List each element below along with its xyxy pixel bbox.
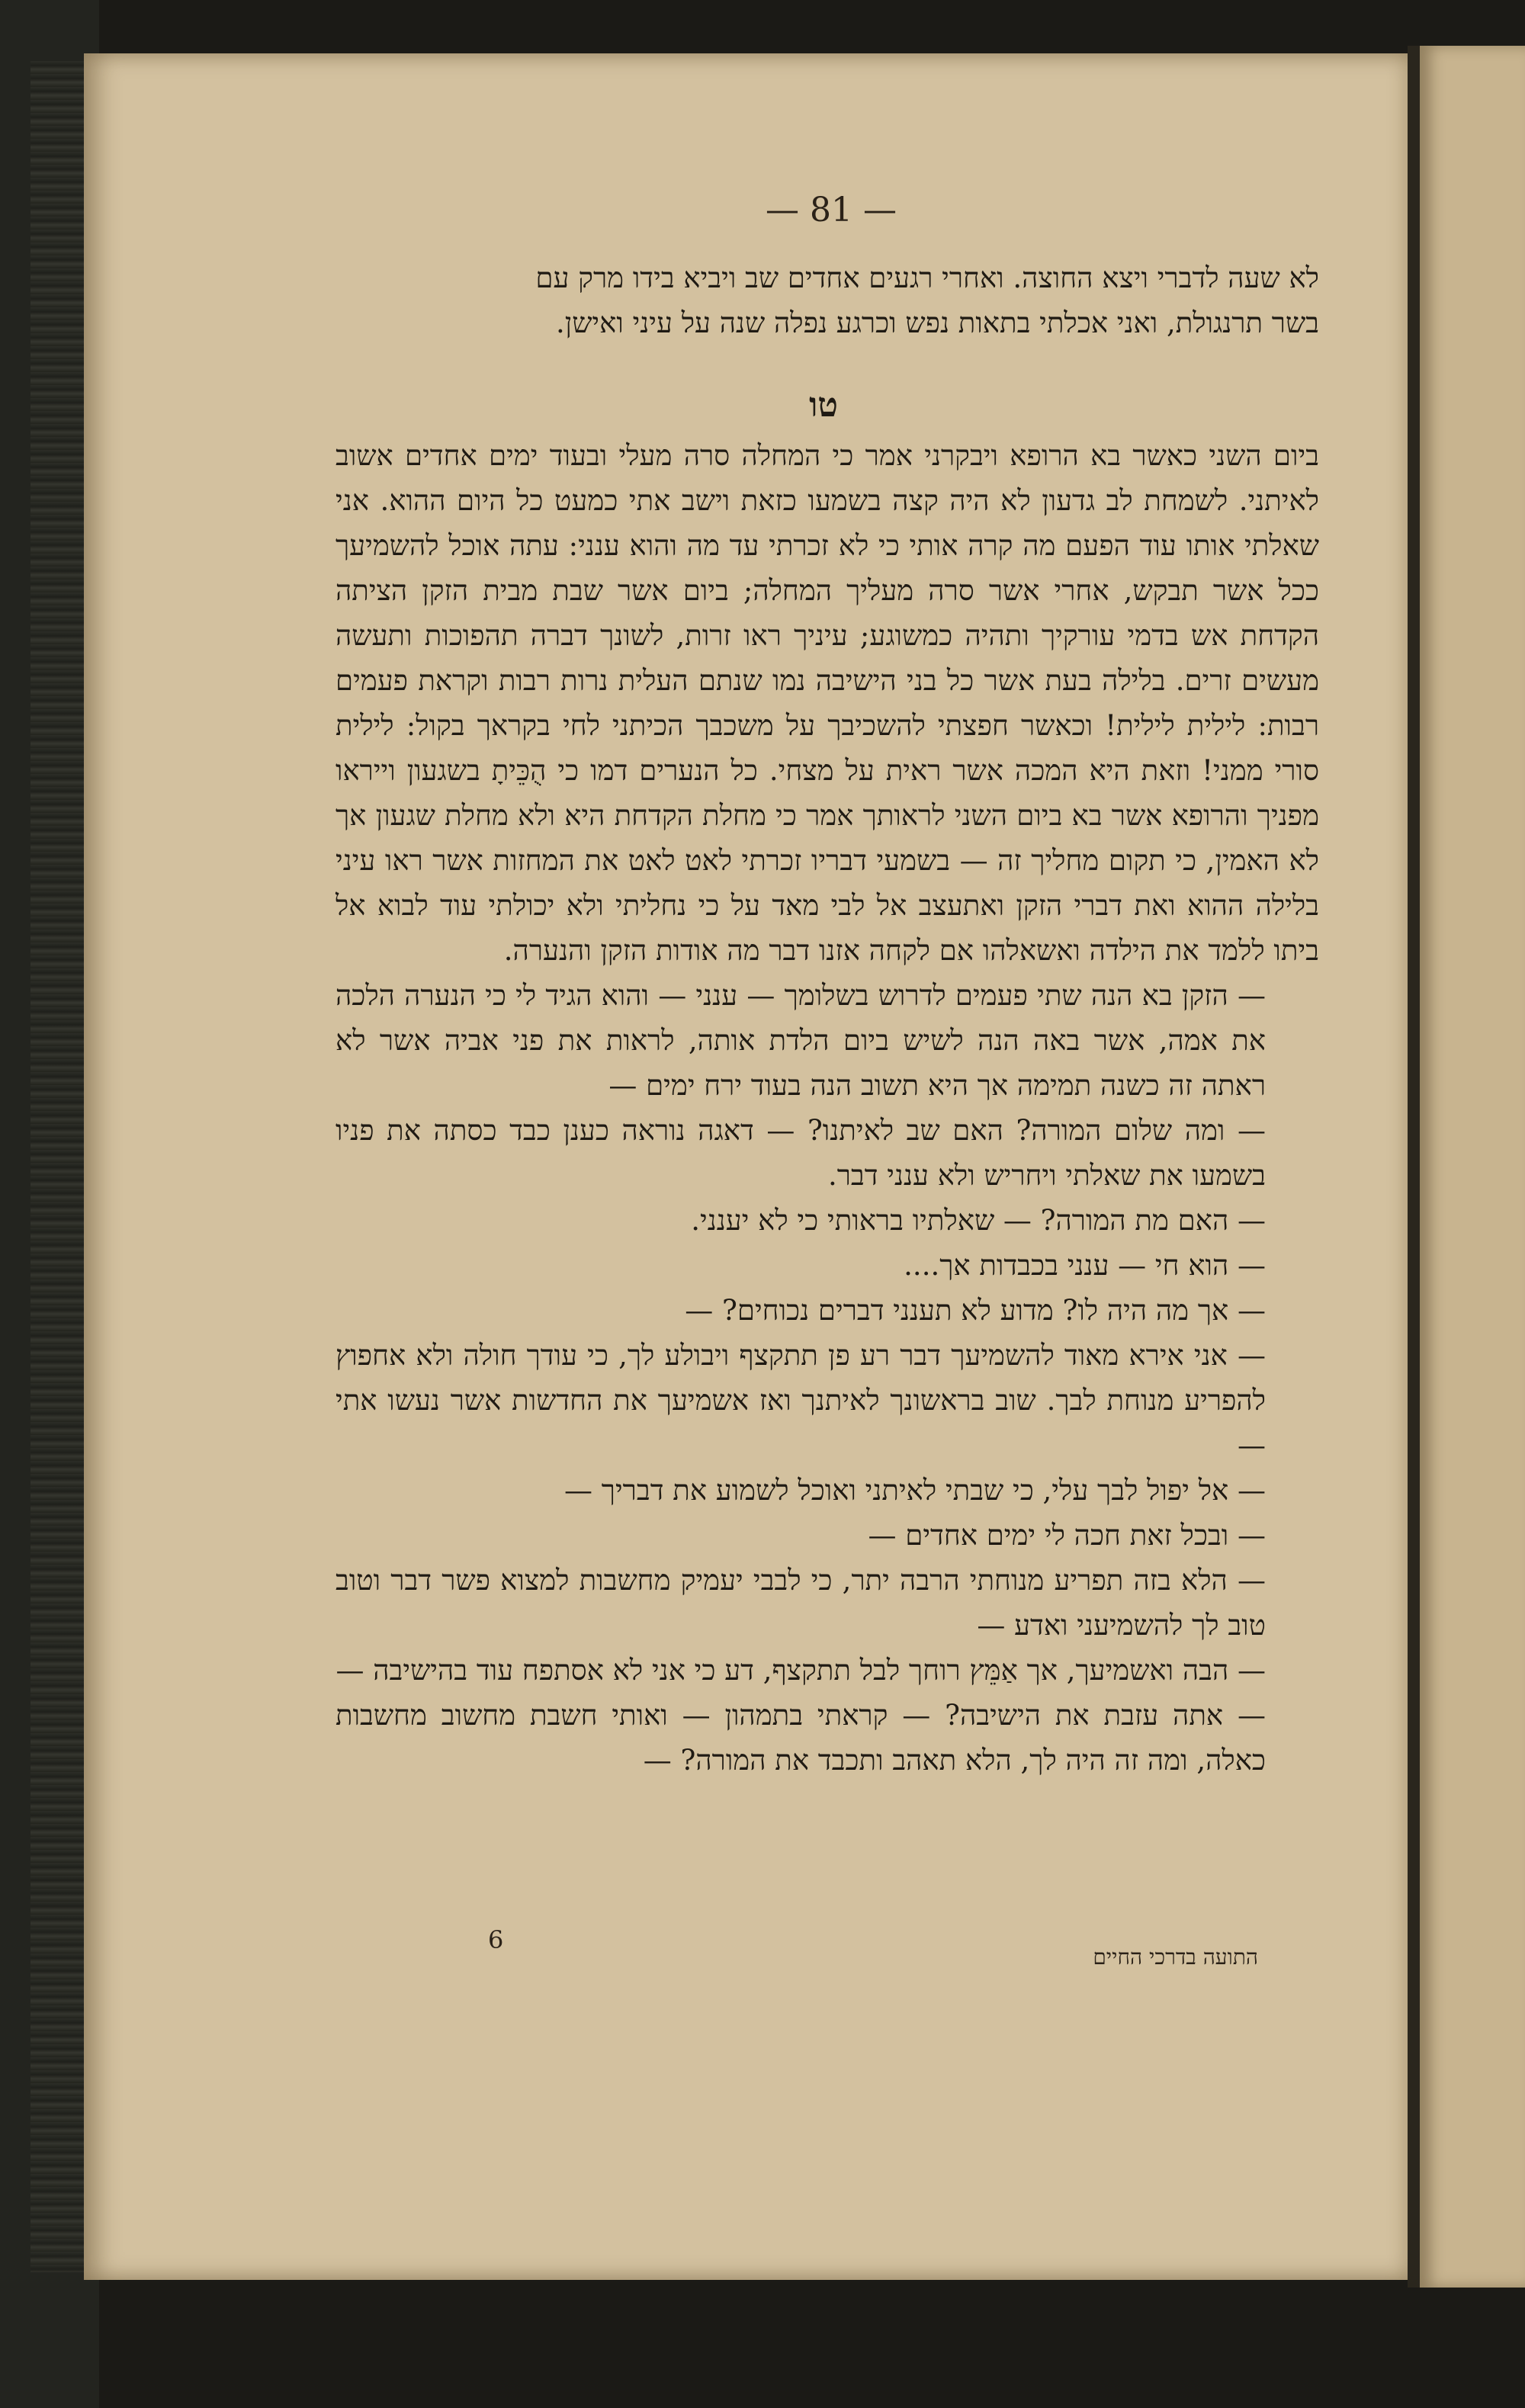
dialogue-line-10: — הבה ואשמיעך, אך אַמֵּץ רוחך לבל תתקצף, דע כי אני לא אסתפח עוד בהישיבה — (336, 1654, 1266, 1687)
body-text (336, 433, 1319, 1783)
dialogue-line-11: — אתה עזבת את הישיבה? — קראתי בתמהון — ואותי חשבת מחשוב מחשבות כאלה, ומה זה היה לך, הלא תאהב ותכבד את המורה? — (336, 1699, 1266, 1777)
dialogue-line-2: — ומה שלום המורה? האם שב לאיתנו? — דאגה נוראה כענן כבד כסתה את פניו בשמעו את שאלתי ויחריש ולא ענני דבר. (336, 1114, 1266, 1192)
body-paragraph: ביום השני כאשר בא הרופא ויבקרני אמר כי המחלה סרה מעלי ובעוד ימים אחדים אשוב לאיתני. לשמחת לב גדעון לא היה קצה בשמעו כזאת וישב אתי כמעט כל היום ההוא. אני שאלתי אותו עוד הפעם מה קרה אותי כי לא זכרתי עד מה והוא ענני: עתה אוכל להשמיעך ככל אשר תבקש, אחרי אשר סרה מעליך המחלה; ביום אשר שבת מבית הזקן הציתה הקדחת אש בדמי עורקיך ותהיה כמשוגע; עיניך ראו זרות, לשונך דברה תהפוכות ותעשה מעשים זרים. בלילה בעת אשר כל בני הישיבה נמו שנתם העלית נרות רבות וקראת פעמים רבות: לילית לילית! וכאשר חפצתי להשכיבך על משכבך הכיתני לחי בקראך בקול: לילית סורי ממני! וזאת היא המכה אשר ראית על מצחי. כל הנערים דמו כי הֻכֵּיתָ בשגעון וייראו מפניך והרופא אשר בא ביום השני לראותך אמר כי מחלת הקדחת היא ולא מחלת שגעון אך לא האמין, כי תקום מחליך זה — בשמעי דבריו זכרתי לאט לאט את המחזות אשר ראו עיני בלילה ההוא ואת דברי הזקן ואתעצב אל לבי מאד על כי נחליתי ולא יכולתי עוד לבוא אל ביתו ללמד את הילדה ואשאלהו אם לקחה אזנו דבר מה אודות הזקן והנערה. (336, 439, 1319, 967)
dialogue-line-5: — אך מה היה לו? מדוע לא תענני דברים נכוחים? — (685, 1294, 1266, 1327)
dialogue-line-6: — אני אירא מאוד להשמיעך דבר רע פן תתקצף ויבולע לך, כי עודך חולה ולא אחפוץ להפריע מנוחת לבך. שוב בראשונך לאיתנך ואז אשמיעך את החדשות אשר נעשו אתי — (336, 1339, 1266, 1462)
dialogue-line-4: — הוא חי — ענני בכבדות אך.... (904, 1249, 1266, 1282)
intro-line-2: בשר תרנגולת, ואני אכלתי בתאות נפש וכרגע נפלה שנה על עיני ואישן. (556, 307, 1319, 339)
signature-number: 6 (488, 1925, 504, 1954)
chapter-heading: טו (809, 386, 838, 425)
dialogue-line-9: — הלא בזה תפריע מנוחתי הרבה יתר, כי לבבי יעמיק מחשבות למצוא פשר דבר וטוב טוב לך להשמיעני ואדע — (336, 1564, 1266, 1642)
dialogue-line-1: — הזקן בא הנה שתי פעמים לדרוש בשלומך — ענני — והוא הגיד לי כי הנערה הלכה את אמה, אשר באה הנה לשיש ביום הלדת אותה, לראות את פני אביה אשר לא ראתה זה כשנה תמימה אך היא תשוב הנה בעוד ירח ימים — (336, 979, 1266, 1102)
dialogue-line-7: — אל יפול לבך עלי, כי שבתי לאיתני ואוכל לשמוע את דבריך — (564, 1474, 1266, 1507)
facing-page-edge (1420, 46, 1525, 2288)
running-title: התועה בדרכי החיים (1093, 1944, 1258, 1970)
dialogue-line-3: — האם מת המורה? — שאלתיו בראותי כי לא יענני. (691, 1204, 1266, 1237)
dialogue-line-8: — ובכל זאת חכה לי ימים אחדים — (868, 1519, 1266, 1552)
intro-paragraph (336, 255, 1319, 345)
page-number-header: — 81 — (766, 191, 897, 230)
intro-line-1: לא שעה לדברי ויצא החוצה. ואחרי רגעים אחדים שב ויביא בידו מרק עם (535, 262, 1319, 294)
